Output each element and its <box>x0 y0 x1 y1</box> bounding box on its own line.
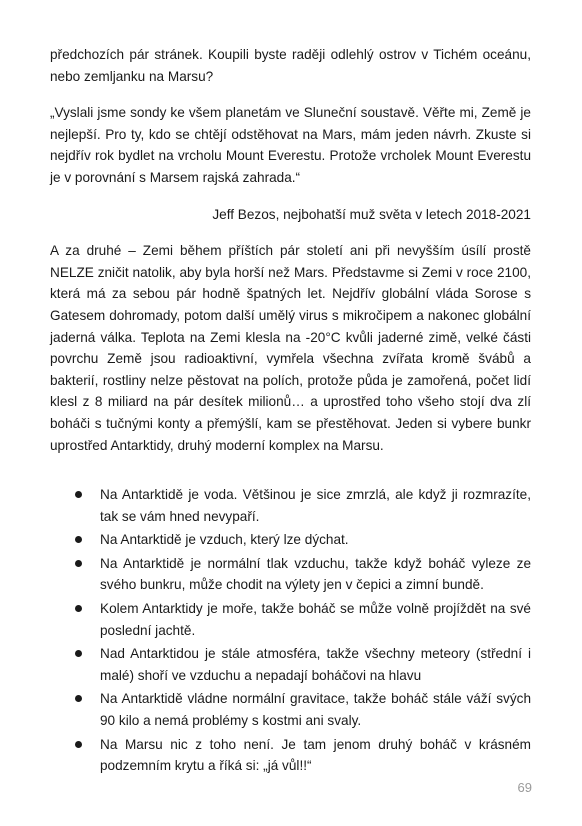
bullet-icon <box>75 560 82 567</box>
list-item <box>50 643 531 686</box>
list-item-text: Kolem Antarktidy je moře, takže boháč se může volně projíždět na své poslední jachtě. <box>100 601 531 638</box>
bullet-list <box>50 484 531 777</box>
opening-paragraph: předchozích pár stránek. Koupili byste raději odlehlý ostrov v Tichém oceánu, nebo zemljanku na Marsu? <box>50 47 531 84</box>
bullet-icon <box>75 650 82 657</box>
document-page <box>50 44 531 779</box>
bullet-icon <box>75 536 82 543</box>
list-item-text: Na Antarktidě je voda. Většinou je sice zmrzlá, ale když ji rozmrazíte, tak se vám hned nevypaří. <box>100 487 531 524</box>
list-item <box>50 598 531 641</box>
list-item-text: Na Antarktidě je normální tlak vzduchu, takže když boháč vyleze ze svého bunkru, může chodit na výlety jen v čepici a zimní bundě. <box>100 555 531 593</box>
list-item-text: Na Marsu nic z toho není. Je tam jenom druhý boháč v krásném podzemním krytu a říká si: „já vůl!!“ <box>100 736 531 774</box>
list-item <box>50 688 531 731</box>
main-paragraph: A za druhé – Zemi během příštích pár století ani při nevyšším úsílí prostě NELZE zničit natolik, aby byla horší než Mars. Představme si Zemi v roce 2100, která má za sebou pár hodně špatných let. Nejdřív globální vláda Sorose s Gatesem dohromady, potom další umělý virus s mikročipem a nakonec globální jaderná válka. Teplota na Zemi klesla na -20°C kvůli jaderné zimě, velké části povrchu Země jsou radioaktivní, vymřela všechna zvířata kromě švábů a bakterií, rostliny nelze pěstovat na polích, protože půda je zamořená, počet lidí klesl z 8 miliard na pár desítek milionů… a uprostřed toho všeho stojí dva zlí boháči s tučnými konty a přemýšlí, kam se přestěhovat. Jeden si vybere bunkr uprostřed Antarktidy, druhý moderní komplex na Marsu. <box>50 243 531 453</box>
list-item <box>50 529 531 551</box>
bullet-icon <box>75 741 82 748</box>
page-number: 69 <box>517 780 532 795</box>
list-item-text: Nad Antarktidou je stále atmosféra, takže všechny meteory (střední i malé) shoří ve vzduchu a nepadají boháčovi na hlavu <box>100 646 531 683</box>
list-item-text: Na Antarktidě je vzduch, který lze dýchat. <box>100 532 349 548</box>
list-item <box>50 734 531 777</box>
list-item <box>50 484 531 527</box>
bullet-icon <box>75 695 82 702</box>
list-item <box>50 553 531 596</box>
quote-paragraph: „Vyslali jsme sondy ke všem planetám ve Sluneční soustavě. Věřte mi, Země je nejlepší. Pro ty, kdo se chtějí odstěhovat na Mars, mám jeden návrh. Zkuste si nejdřív rok bydlet na vrcholu Mount Everestu. Protože vrcholek Mount Everestu je v porovnání s Marsem rajská zahrada.“ <box>50 105 531 185</box>
quote-attribution: Jeff Bezos, nejbohatší muž světa v letech 2018-2021 <box>212 206 531 222</box>
bullet-icon <box>75 605 82 612</box>
list-item-text: Na Antarktidě vládne normální gravitace, takže boháč stále váží svých 90 kilo a nemá problémy s kostmi ani svaly. <box>100 691 531 729</box>
bullet-icon <box>75 491 82 498</box>
